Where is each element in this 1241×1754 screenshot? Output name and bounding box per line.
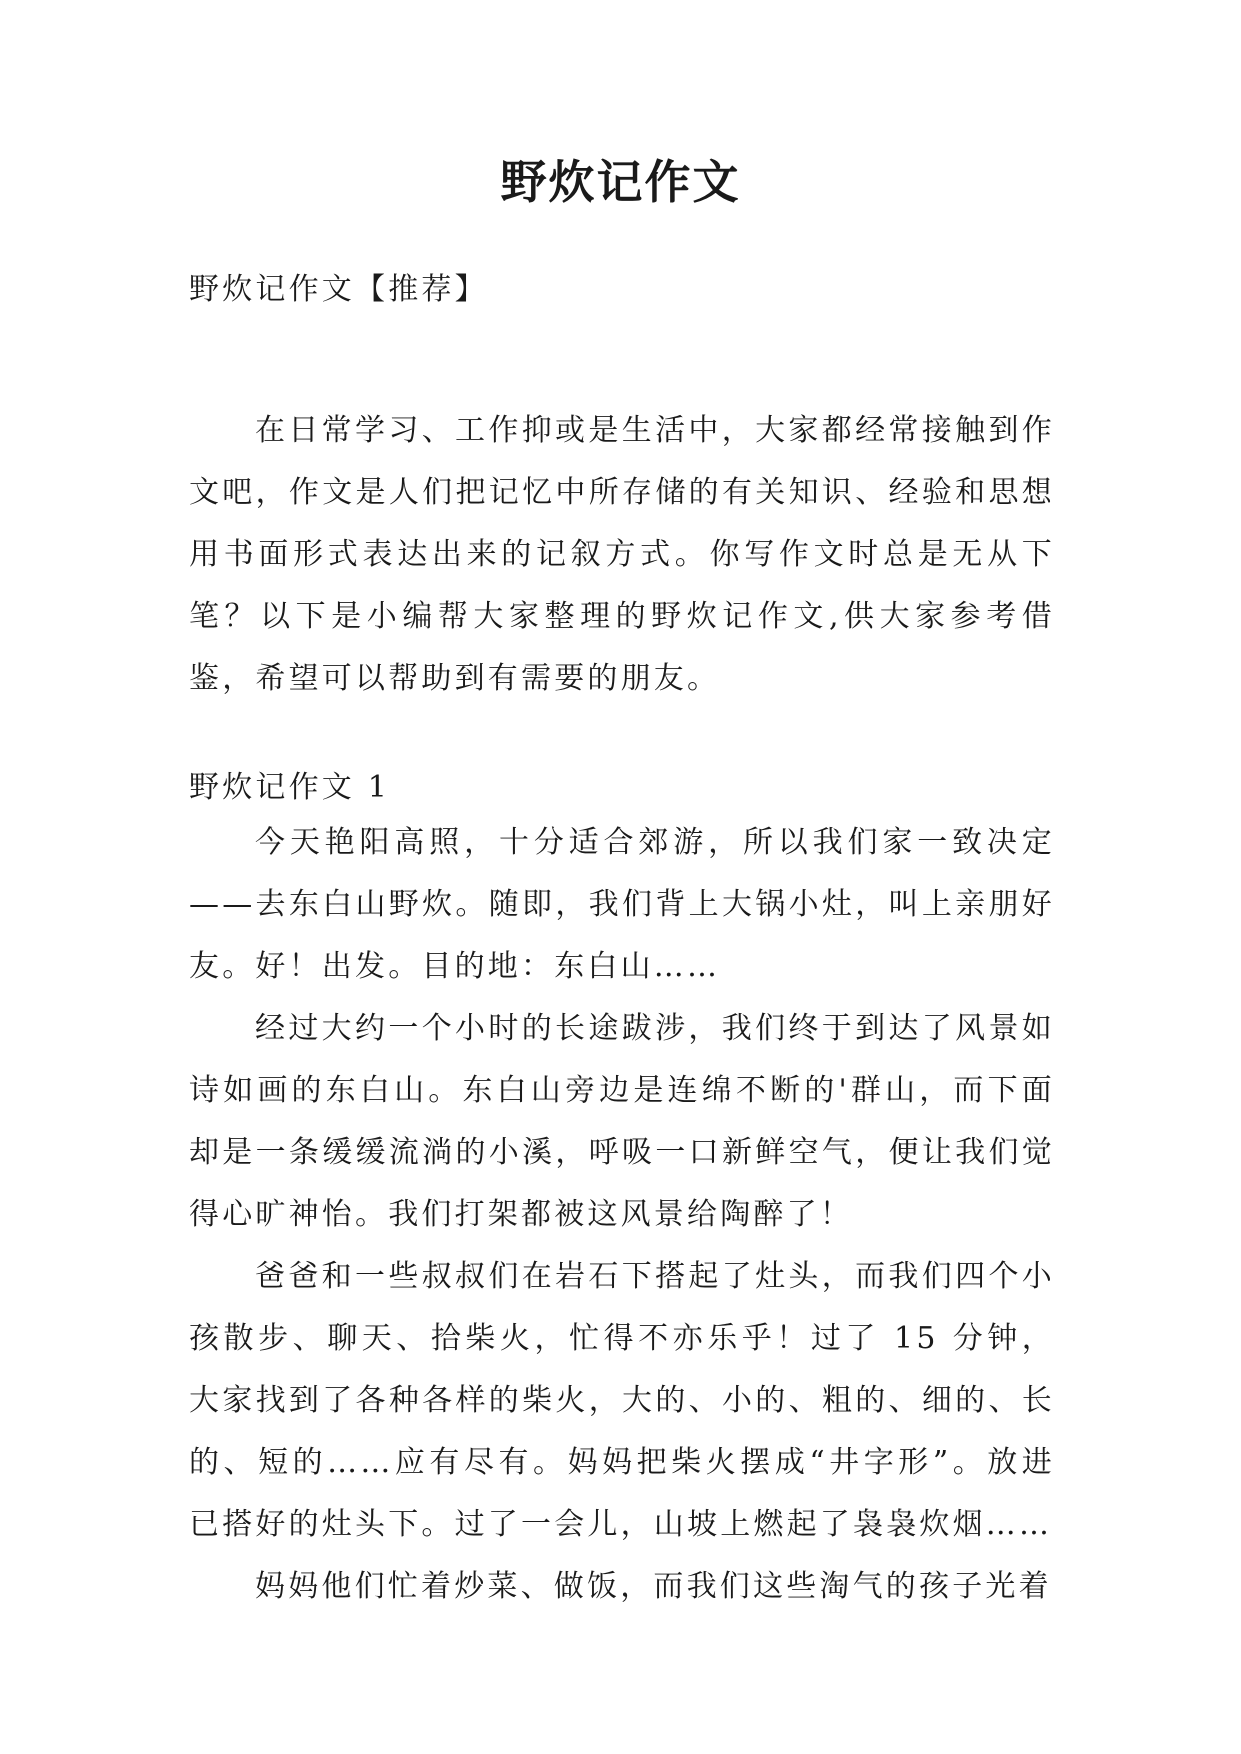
- essay-body: [189, 812, 1055, 1618]
- essay-paragraph: 经过大约一个小时的长途跋涉，我们终于到达了风景如诗如画的东白山。东白山旁边是连绵不断的'群山，而下面却是一条缓缓流淌的小溪，呼吸一口新鲜空气，便让我们觉得心旷神怡。我们打架都被这风景给陶醉了！: [189, 1011, 1055, 1232]
- intro-paragraph: 在日常学习、工作抑或是生活中，大家都经常接触到作文吧，作文是人们把记忆中所存储的有关知识、经验和思想用书面形式表达出来的记叙方式。你写作文时总是无从下笔？以下是小编帮大家整理的野炊记作文,供大家参考借鉴，希望可以帮助到有需要的朋友。: [189, 413, 1055, 696]
- section-title: 野炊记作文 1: [189, 770, 391, 805]
- document-subtitle: 野炊记作文【推荐】: [189, 272, 488, 307]
- essay-paragraph: 妈妈他们忙着炒菜、做饭，而我们这些淘气的孩子光着: [255, 1569, 1052, 1604]
- essay-paragraph: 今天艳阳高照，十分适合郊游，所以我们家一致决定——去东白山野炊。随即，我们背上大锅小灶，叫上亲朋好友。好！出发。目的地：东白山……: [189, 825, 1055, 984]
- essay-paragraph: 爸爸和一些叔叔们在岩石下搭起了灶头，而我们四个小孩散步、聊天、拾柴火，忙得不亦乐乎！过了 15 分钟，大家找到了各种各样的柴火，大的、小的、粗的、细的、长的、短的……应有尽有。妈妈把柴火摆成“井字形”。放进已搭好的灶头下。过了一会儿，山坡上燃起了袅袅炊烟……: [189, 1259, 1055, 1542]
- document-title: 野炊记作文: [500, 155, 741, 209]
